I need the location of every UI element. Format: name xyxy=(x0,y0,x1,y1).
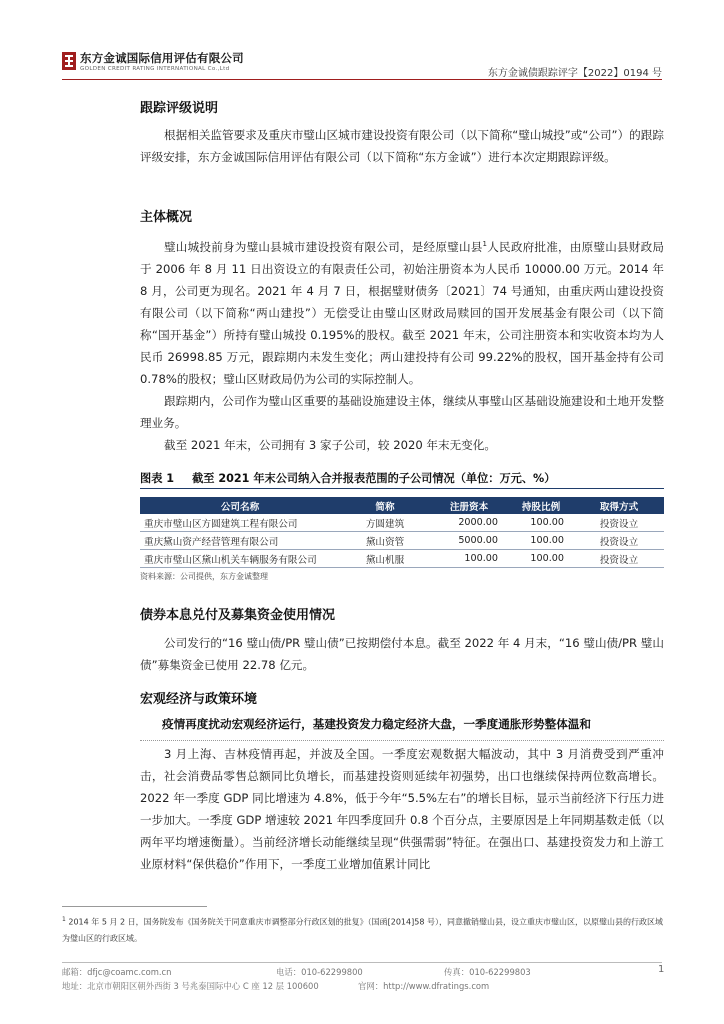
footnote-divider xyxy=(62,906,207,907)
company-name-en: GOLDEN CREDIT RATING INTERNATIONAL Co.,Ltd xyxy=(80,66,230,72)
paragraph: 3 月上海、吉林疫情再起，并波及全国。一季度宏观数据大幅波动，其中 3 月消费受到严重冲击，社会消费品零售总额同比负增长，而基建投资则延续年初强势，出口也继续保持两位数高增长。2022 年一季度 GDP 同比增速为 4.8%，低于今年“5.5%左右”的增长目标，显示当前经济下行压力进一步加大。一季度 GDP 增速较 2021 年四季度回升 0.8 个百分点，主要原因是上年同期基数走低（以两年平均增速衡量）。当前经济增长动能继续呈现“供强需弱”特征。在强出口、基建投资发力和上游工业原材料“保供稳价”作用下，一季度工业增加值累计同比 xyxy=(140,747,664,871)
col-header-share: 持股比例 xyxy=(508,497,574,514)
cell-capital: 2000.00 xyxy=(430,514,508,532)
footer-email: 邮箱：dfjc@coamc.com.cn xyxy=(62,967,172,977)
table-label: 图表 1 xyxy=(140,472,175,485)
col-header-short: 简称 xyxy=(340,497,430,514)
cell-company: 重庆市璧山区方圆建筑工程有限公司 xyxy=(140,514,340,532)
paragraph: 截至 2021 年末，公司拥有 3 家子公司，较 2020 年末无变化。 xyxy=(164,437,496,452)
cell-short: 黛山资管 xyxy=(340,532,430,550)
cell-capital: 5000.00 xyxy=(430,532,508,550)
paragraph: 根据相关监管要求及重庆市璧山区城市建设投资有限公司（以下简称“璧山城投”或“公司”）的跟踪评级安排，东方金诚国际信用评估有限公司（以下简称“东方金诚”）进行本次定期跟踪评级。 xyxy=(140,128,664,164)
footnote-text: 2014 年 5 月 2 日，国务院发布《国务院关于同意重庆市调整部分行政区划的批复》（国函[2014]58 号），同意撤销璧山县，设立重庆市璧山区，以原璧山县的行政区域为璧山区的行政区域。 xyxy=(62,917,663,943)
table-caption xyxy=(140,470,555,486)
section-body-entity-overview xyxy=(140,233,664,456)
section-body-macro-economy xyxy=(140,743,664,875)
table-row xyxy=(140,532,664,550)
cell-capital: 100.00 xyxy=(430,550,508,568)
table-source: 资料来源：公司提供，东方金诚整理 xyxy=(140,572,268,581)
cell-short: 黛山机服 xyxy=(340,550,430,568)
section-title-macro-economy: 宏观经济与政策环境 xyxy=(140,692,258,707)
section-body-tracking-rating xyxy=(140,124,664,168)
cell-method: 投资设立 xyxy=(574,514,664,532)
table-row xyxy=(140,514,664,532)
paragraph: 公司发行的“16 璧山债/PR 璧山债”已按期偿付本息。截至 2022 年 4 月末，“16 璧山债/PR 璧山债”募集资金已使用 22.78 亿元。 xyxy=(140,636,664,672)
cell-method: 投资设立 xyxy=(574,532,664,550)
footnote-reference[interactable]: 1 xyxy=(482,240,488,248)
footer-website[interactable]: 官网：http://www.dfratings.com xyxy=(358,981,490,991)
table-title: 截至 2021 年末公司纳入合并报表范围的子公司情况（单位：万元、%） xyxy=(192,472,556,485)
subsection-divider xyxy=(140,740,664,741)
company-logo-icon xyxy=(62,52,76,70)
footer-fax: 传真：010-62299803 xyxy=(444,967,531,977)
cell-share: 100.00 xyxy=(508,550,574,568)
col-header-company: 公司名称 xyxy=(140,497,340,514)
section-title-tracking-rating: 跟踪评级说明 xyxy=(140,101,219,116)
header-divider xyxy=(62,79,662,80)
subsection-title: 疫情再度扰动宏观经济运行，基建投资发力稳定经济大盘，一季度通胀形势整体温和 xyxy=(162,717,591,731)
footer-phone: 电话：010-62299800 xyxy=(276,967,363,977)
table-row xyxy=(140,550,664,568)
document-number: 东方金诚债跟踪评字【2022】0194 号 xyxy=(487,68,662,79)
cell-method: 投资设立 xyxy=(574,550,664,568)
table-header-row xyxy=(140,497,664,514)
cell-short: 方圆建筑 xyxy=(340,514,430,532)
section-title-bond-repayment: 债券本息兑付及募集资金使用情况 xyxy=(140,608,336,623)
cell-share: 100.00 xyxy=(508,514,574,532)
paragraph: 璧山城投前身为璧山县城市建设投资有限公司，是经原璧山县$^1$人民政府批准，由原璧山县财政局于 2006 年 8 月 11 日出资设立的有限责任公司，初始注册资本为人民币 10000.00 万元。2014 年 8 月，公司更为现名。2021 年 4 月 7 日，根据璧财债务〔2021〕74 号通知，由重庆两山建设投资有限公司（以下简称“两山建投”）无偿受让由璧山区财政局赎回的国开发展基金有限公司（以下简称“国开基金”）所持有璧山城投 0.195%的股权。截至 2021 年末，公司注册资本和实收资本均为人民币 26998.85 万元，跟踪期内未发生变化；两山建投持有公司 99.22%的股权，国开基金持有公司 0.78%的股权；璧山区财政局仍为公司的实际控制人。 xyxy=(140,239,664,386)
footnote-mark: 1 xyxy=(62,916,66,923)
col-header-method: 取得方式 xyxy=(574,497,664,514)
table-top-rule xyxy=(140,488,664,489)
footer-address: 地址：北京市朝阳区朝外西街 3 号兆泰国际中心 C 座 12 层 100600 xyxy=(62,981,319,991)
cell-company: 重庆市璧山区黛山机关车辆服务有限公司 xyxy=(140,550,340,568)
subsidiaries-table xyxy=(140,497,664,568)
section-body-bond-repayment xyxy=(140,632,664,676)
section-title-entity-overview: 主体概况 xyxy=(140,210,193,225)
cell-company: 重庆黛山资产经营管理有限公司 xyxy=(140,532,340,550)
cell-share: 100.00 xyxy=(508,532,574,550)
footnote xyxy=(62,912,664,947)
company-name-cn: 东方金诚国际信用评估有限公司 xyxy=(80,51,244,65)
col-header-capital: 注册资本 xyxy=(430,497,508,514)
page-number: 1 xyxy=(658,964,665,975)
footer-divider xyxy=(62,962,662,963)
paragraph: 跟踪期内，公司作为璧山区重要的基础设施建设主体，继续从事璧山区基础设施建设和土地开发整理业务。 xyxy=(140,393,664,430)
